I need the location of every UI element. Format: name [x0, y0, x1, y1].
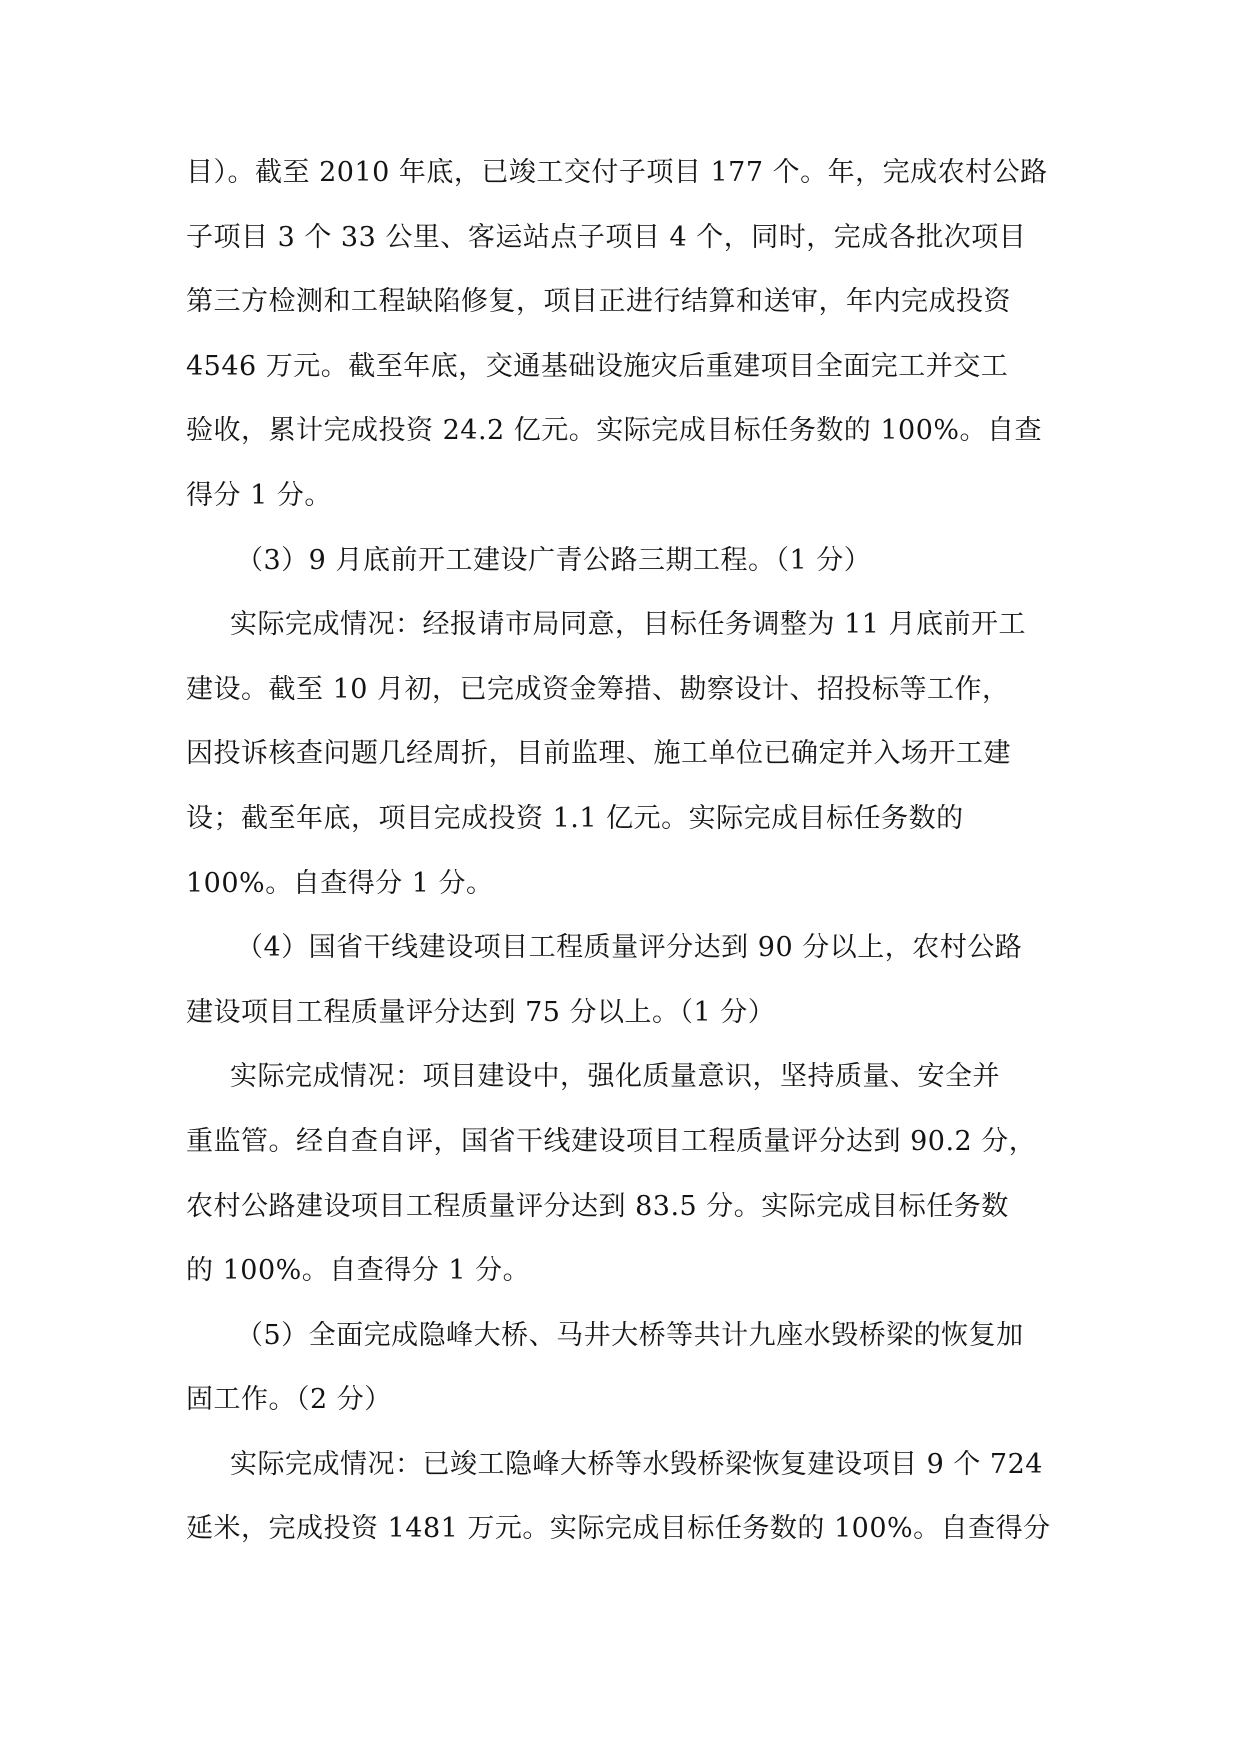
text-line: 4546 万元。截至年底，交通基础设施灾后重建项目全面完工并交工 [186, 351, 1009, 382]
text-line: 因投诉核查问题几经周折，目前监理、施工单位已确定并入场开工建 [186, 739, 1011, 770]
text-line: 固工作。（2 分） [186, 1385, 392, 1416]
item-heading-4: （4）国省干线建设项目工程质量评分达到 90 分以上，农村公路 [236, 933, 1023, 964]
text-line: 的 100%。自查得分 1 分。 [186, 1256, 531, 1287]
text-line: 重监管。经自查自评，国省干线建设项目工程质量评分达到 90.2 分， [186, 1126, 1037, 1157]
document-body [186, 158, 1066, 1579]
item-heading-5: （5）全面完成隐峰大桥、马井大桥等共计九座水毁桥梁的恢复加 [236, 1320, 1024, 1351]
text-line: 得分 1 分。 [186, 480, 332, 511]
text-line: 目）。截至 2010 年底，已竣工交付子项目 177 个。年，完成农村公路 [186, 158, 1048, 188]
text-line: 延米，完成投资 1481 万元。实际完成目标任务数的 100%。自查得分 [186, 1514, 1051, 1545]
text-line: 第三方检测和工程缺陷修复，项目正进行结算和送审，年内完成投资 [186, 287, 1011, 318]
text-line: 设；截至年底，项目完成投资 1.1 亿元。实际完成目标任务数的 [186, 803, 964, 834]
text-line: 农村公路建设项目工程质量评分达到 83.5 分。实际完成目标任务数 [186, 1191, 1009, 1222]
text-line: 建设。截至 10 月初，已完成资金筹措、勘察设计、招投标等工作， [186, 674, 1010, 705]
completion-paragraph-5: 实际完成情况：已竣工隐峰大桥等水毁桥梁恢复建设项目 9 个 724 [230, 1449, 1043, 1480]
item-heading-3: （3）9 月底前开工建设广青公路三期工程。（1 分） [236, 545, 872, 576]
text-line: 建设项目工程质量评分达到 75 分以上。（1 分） [186, 997, 776, 1028]
text-line: 100%。自查得分 1 分。 [186, 868, 494, 899]
completion-paragraph-4: 实际完成情况：项目建设中，强化质量意识，坚持质量、安全并 [230, 1062, 1000, 1093]
text-line: 验收，累计完成投资 24.2 亿元。实际完成目标任务数的 100%。自查 [186, 416, 1043, 447]
text-line: 子项目 3 个 33 公里、客运站点子项目 4 个，同时，完成各批次项目 [186, 222, 1027, 253]
completion-paragraph-3: 实际完成情况：经报请市局同意，目标任务调整为 11 月底前开工 [230, 610, 1027, 641]
